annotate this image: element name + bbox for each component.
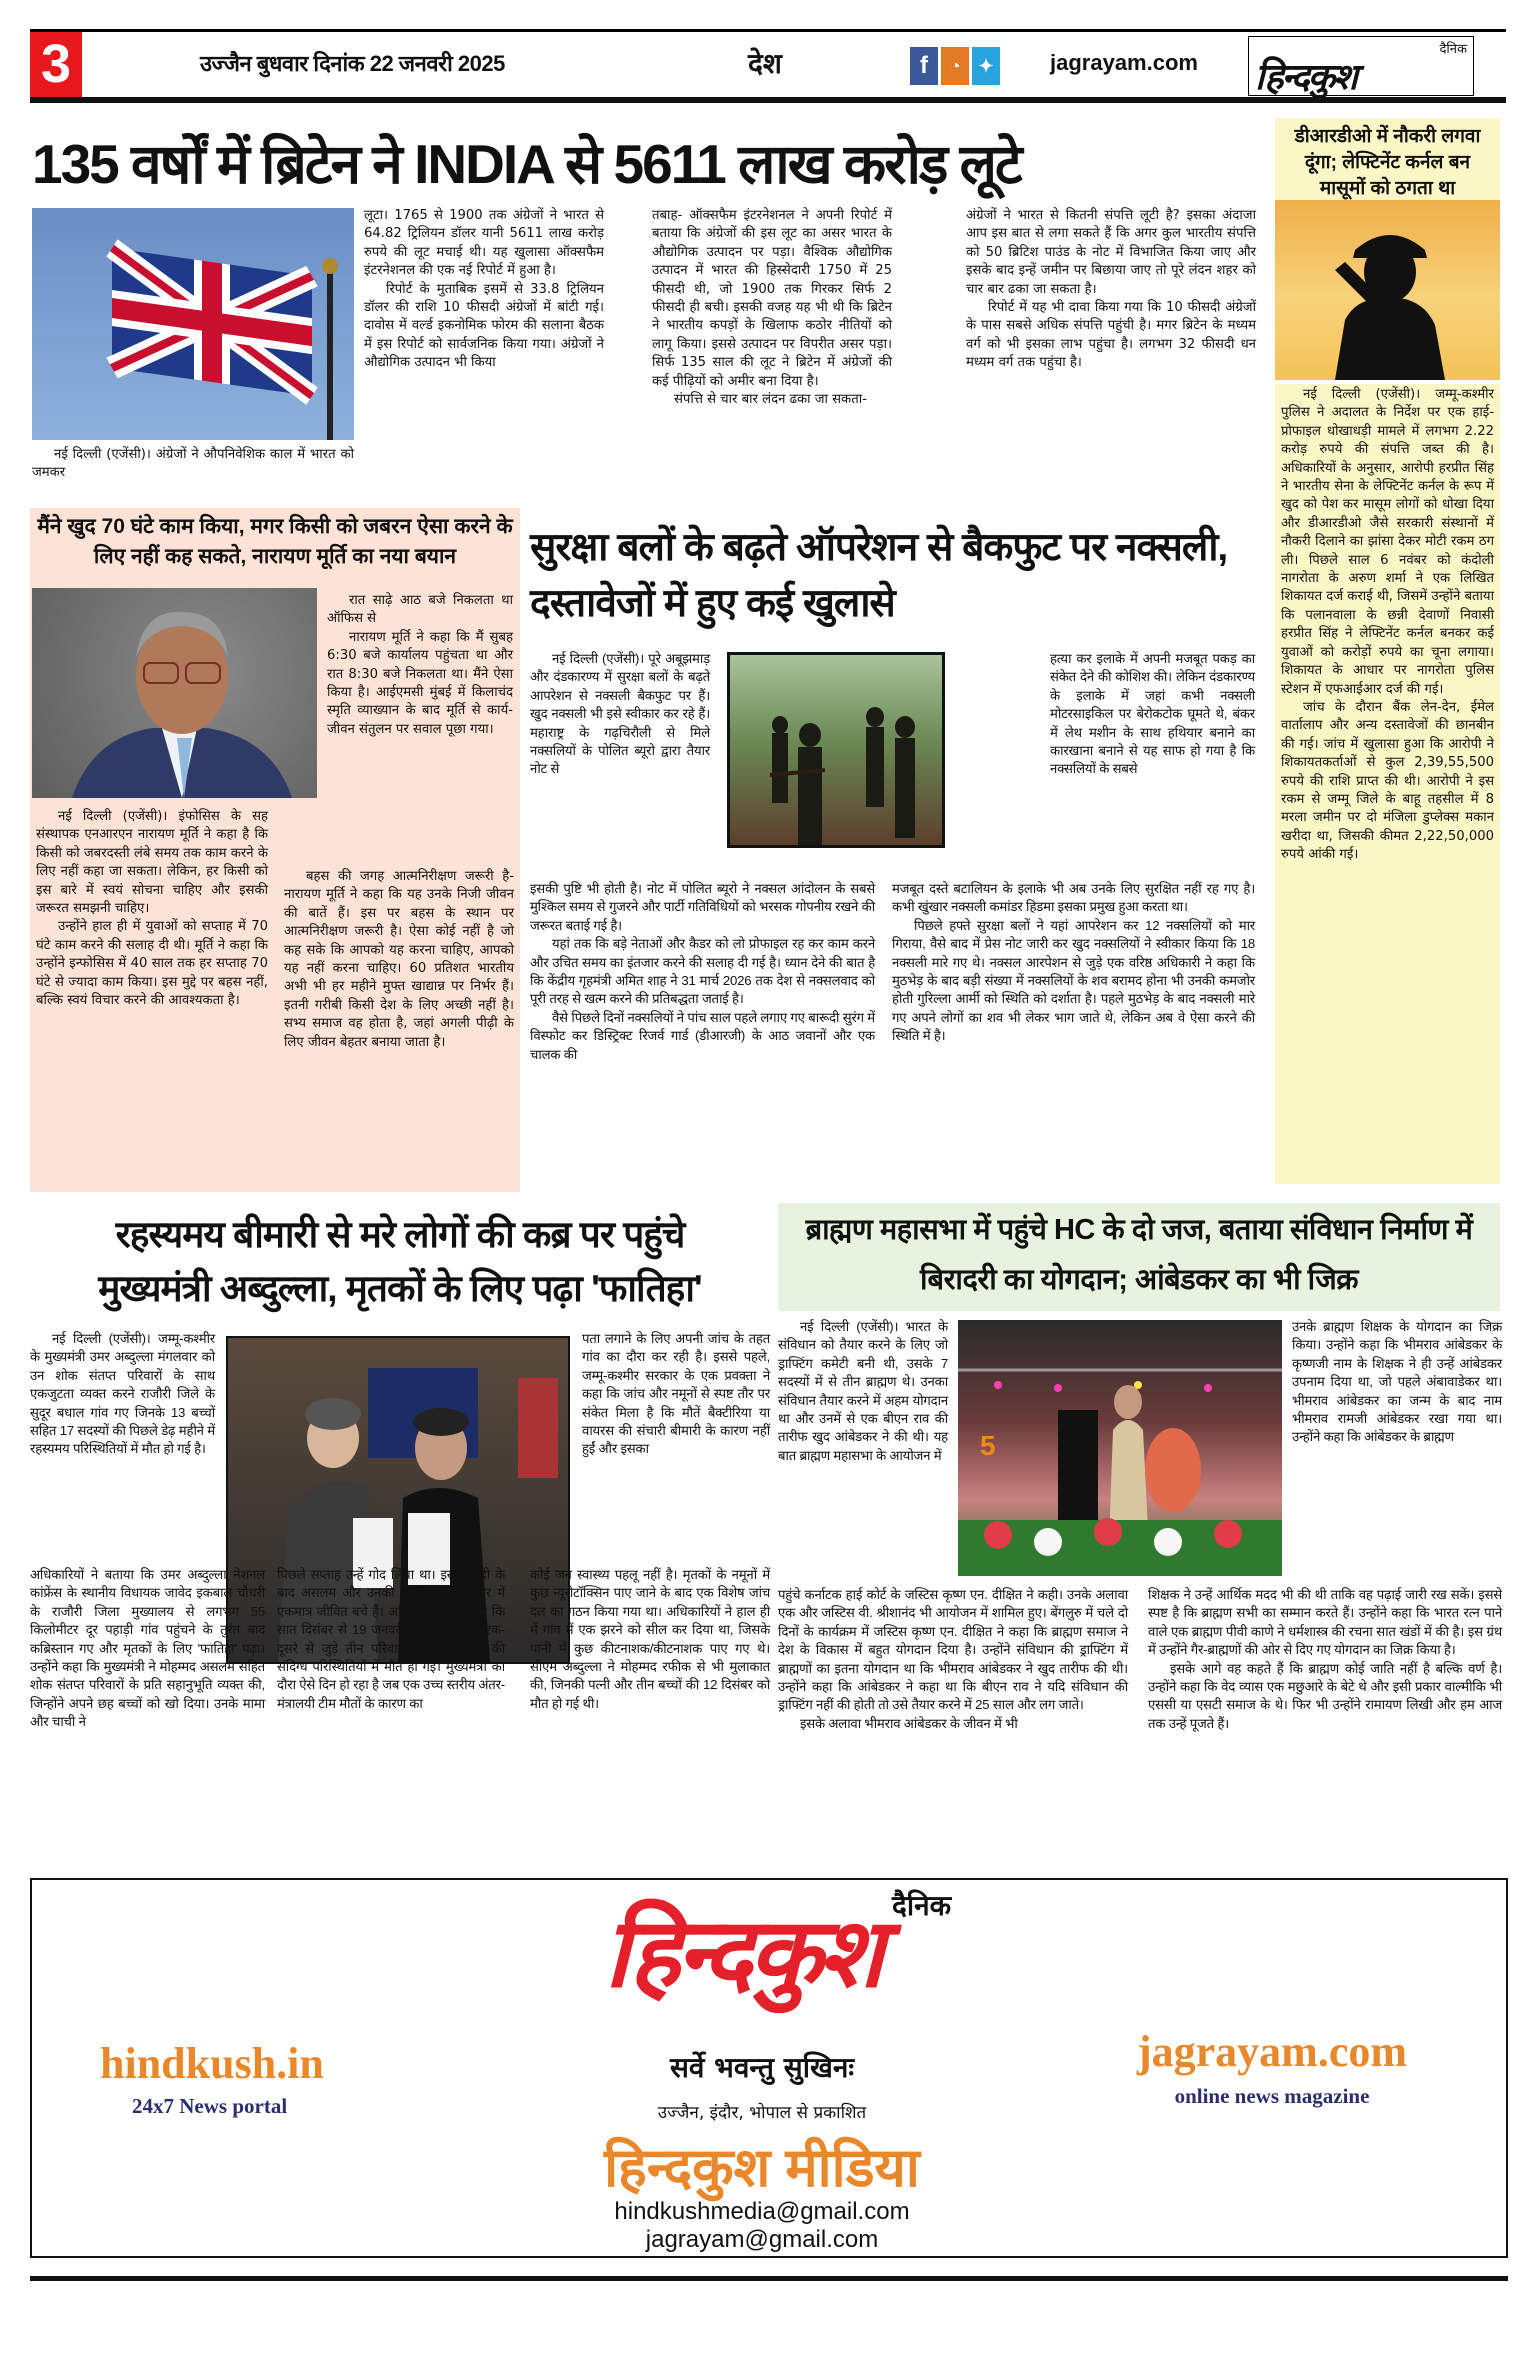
story5-col1: पहुंचे कर्नाटक हाई कोर्ट के जस्टिस कृष्ण एन. दीक्षित ने कही। उनके अलावा एक और जस्टिस वी. श्रीशानंद भी आयोजन में शामिल हुए। बेंगलुरु में चले दो दिनों के कार्यक्रम में जस्टिस कृष्ण एन. दीक्षित ने कहा कि ब्राह्मण समाज ने देश के विकास में बहुत योगदान दिया है। उन्होंने संविधान की ड्राफ्टिंग में ब्राह्मणों का इतना योगदान था कि भीमराव आंबेडकर ने खुद तारीफ की थी। उन्होंने कहा कि आंबेडकर ने कहा था कि बीएन राव ने यदि संविधान की ड्राफ्टिंग नहीं की होती तो उसे तैयार करने में 25 साल और लग जाते। इसके अलावा भीमराव आंबेडकर के जीवन में भी — [778, 1587, 1128, 1731]
masthead — [30, 29, 1506, 103]
story1-col3: तबाह- ऑक्सफैम इंटरनेशनल ने अपनी रिपोर्ट में बताया कि अंग्रेजों की इस लूट का असर भारत के औद्योगिक उत्पादन पर पड़ा। वैश्विक औद्योगिक उत्पादन में भारत की हिस्सेदारी 1750 में 25 फीसदी थी, जो 1900 तक गिरकर सिर्फ 2 फीसदी ही बची। इसकी वजह यह भी थी कि ब्रिटेन ने भारतीय कपड़ों के खिलाफ कठोर नीतियों को लागू किया। इससे उत्पादन पर विपरीत असर पड़ा। सिर्फ 135 साल की लूट ने ब्रिटेन में अंग्रेजों की कई पीढ़ियों को अमीर बना दिया है। संपत्ति से चार बार लंदन ढका जा सकता- — [652, 208, 892, 408]
sidebar-headline: डीआरडीओ में नौकरी लगवा दूंगा; लेफ्टिनेंट कर्नल बन मासूमों को ठगता था — [1294, 126, 1481, 199]
section-title: देश — [748, 48, 782, 79]
logo-dainik: दैनिक — [1439, 42, 1467, 57]
twitter-icon[interactable]: ✦ — [972, 47, 1000, 85]
ad-jagrayam-site[interactable]: jagrayam.com — [1136, 2027, 1407, 2076]
ad-jagrayam-tagline: online news magazine — [1174, 2084, 1370, 2108]
story4-headline-line2: मुख्यमंत्री अब्दुल्ला, मृतकों के लिए पढ़ा 'फातिहा' — [98, 1268, 702, 1309]
story3-right-top: हत्या कर इलाके में अपनी मजबूत पकड़ का संकेत देने की कोशिश की। लेकिन दंडकारण्य के इलाके में जहां कभी नक्सली मोटरसाइकिल पर बेरोकटोक घूमते थे, बंकर में लेथ मशीन के साथ हथियार बनाने का कारखाना बनाने से यह साफ हो गया है कि नक्सलियों के सबसे — [1050, 651, 1255, 777]
murthy-story-box — [30, 508, 520, 1192]
story4-headline-line1: रहस्यमय बीमारी से मरे लोगों की कब्र पर पहुंचे — [115, 1214, 685, 1255]
soldiers-in-forest-image — [730, 655, 942, 845]
ad-logo-dainik: दैनिक — [892, 1889, 952, 1922]
page-number: 3 — [30, 32, 82, 97]
portrait-image — [32, 588, 317, 798]
story5-right-top: उनके ब्राह्मण शिक्षक के योगदान का जिक्र किया। उन्होंने कहा कि भीमराव आंबेडकर के कृष्णजी नाम के शिक्षक ने ही उन्हें आंबेडकर उपनाम दिया था, जो पहले अंबावाडेकर था। भीमराव आंबेडकर का जन्म के बाद नाम भीमराव रामजी आंबेडकर रखा गया था। उन्होंने कहा कि आंबेडकर के ब्राह्मण — [1292, 1319, 1502, 1445]
story5-headline: ब्राह्मण महासभा में पहुंचे HC के दो जज, बताया संविधान निर्माण में बिरादरी का योगदान; आंबेडकर का भी जिक्र — [778, 1203, 1500, 1311]
officer-silhouette-photo — [1275, 200, 1500, 380]
sidebar-headline-box — [1275, 118, 1500, 200]
murthy-photo — [32, 588, 317, 798]
story4-headline — [30, 1208, 770, 1316]
soldier-silhouette-image — [1275, 200, 1500, 380]
story3-left-top: नई दिल्ली (एजेंसी)। पूरे अबूझमाड़ और दंडकारण्य में सुरक्षा बलों के बढ़ते आपरेशन से नक्सली बैकफुट पर हैं। खुद नक्सली भी इसे स्वीकार कर रहे हैं। महाराष्ट्र के गढ़चिरौली से मिले नक्सलियों के पोलित ब्यूरो द्वारा तैयार नोट से — [530, 651, 710, 777]
ad-logo-name: हिन्दकुश — [604, 1896, 880, 2009]
story2-left: नई दिल्ली (एजेंसी)। इंफोसिस के सह संस्थापक एनआरएन नारायण मूर्ति ने कहा है कि किसी को जबरदस्ती लंबे समय तक काम करने के लिए नहीं कहा जा सकता। लेकिन, हर किसी को इस बारे में स्वयं सोचना चाहिए और इसकी जरूरत समझनी चाहिए। उन्होंने हाल ही में युवाओं को सप्ताह में 70 घंटे काम करने की सलाह दी थी। मूर्ति ने कहा कि उन्होंने इन्फोसिस में 40 साल तक हर सप्ताह 70 घंटे से ज्यादा काम किया। इस मुद्दे पर बहस नहीं, बल्कि स्वयं विचार करने की आवश्यकता है। — [36, 809, 268, 1009]
ad-motto: सर्वे भवन्तु सुखिनः — [669, 2051, 855, 2084]
ad-email-jagrayam[interactable]: jagrayam@gmail.com — [645, 2226, 879, 2253]
story3-col2: मजबूत दस्ते बटालियन के इलाके भी अब उनके लिए सुरक्षित नहीं रह गए है। कभी खुंखार नक्सली कमांडर हिडमा इसका प्रमुख हुआ करता था। पिछले हफ्ते सुरक्षा बलों ने यहां आपरेशन कर 12 नक्सलियों को मार गिराया, वैसे बाद में प्रेस नोट जारी कर खुद नक्सलियों ने स्वीकार किया कि 18 नक्सली मारे गए थे। नक्सल आरपेशन से जुड़े एक वरिष्ठ अधिकारी ने कहा कि मुठभेड़ के बाद बड़ी संख्या में नक्सलियों के शव बरामद होना भी उनकी कमजोर होती गुरिल्ला आर्मी को स्थिति को दर्शाता है। पहले मुठभेड़ के बाद नक्सली मारे गए अपने लोगों का शव भी लेकर भाग जाते थे, लेकिन अब वे ऐसा करने की स्थिति में है। — [892, 881, 1255, 1044]
uk-flag-photo — [32, 208, 354, 440]
story2-right-top: रात साढ़े आठ बजे निकलता था ऑफिस से नारायण मूर्ति ने कहा कि मैं सुबह 6:30 बजे कार्यालय पहुंचता था और रात 8:30 बजे निकलता था। मैंने ऐसा किया है। आईएमसी मुंबई में किलाचंद स्मृति व्याख्यान के बाद मूर्ति से कार्य-जीवन संतुलन पर सवाल पूछा गया। — [327, 593, 513, 737]
story4-col1: अधिकारियों ने बताया कि उमर अब्दुल्ला नेशनल कांफ्रेंस के स्थानीय विधायक जावेद इकबाल चौधरी के राजौरी जिला मुख्यालय से लगभग 55 किलोमीटर दूर पहाड़ी गांव पहुंचने के तुरंत बाद कब्रिस्तान गए और मृतकों के लिए 'फातिहा' पढ़ा। उन्होंने कहा कि मुख्यमंत्री ने मोहम्मद असलम सहित शोक संतप्त परिवारों के प्रति सहानुभूति व्यक्त की, जिन्होंने अपने छह बच्चों को खो दिया। उनके मामा और चाची ने — [30, 1567, 265, 1730]
story4-col2: पिछले सप्ताह उन्हें गोद लिया था। इस त्रासदी के बाद असलम और उनकी पत्नी अपने परिवार में एकमात्र जीवित बचे हैं। अधिकारियों ने बताया कि सात दिसंबर से 19 जनवरी के बीच गांव में एक-दूसरे से जुड़े तीन परिवारों के सत्रह लोगों की संदिग्ध परिस्थितियों में मौत हो गई। मुख्यमंत्री का दौरा ऐसे दिन हो रहा है जब एक उच्च स्तरीय अंतर-मंत्रालयी टीम मौतों के कारण का — [277, 1567, 505, 1711]
story3-col1: इसकी पुष्टि भी होती है। नोट में पोलित ब्यूरो ने नक्सल आंदोलन के सबसे मुश्किल समय से गुजरने और पार्टी गतिविधियों को भरसक गोपनीय रखने की जरूरत बताई गई है। यहां तक कि बड़े नेताओं और कैडर को लो प्रोफाइल रह कर काम करने और उचित समय का इंतजार करने की सलाह दी गई है। ध्यान देने की बात है कि केंद्रीय गृहमंत्री अमित शाह ने 31 मार्च 2026 तक देश से नक्सलवाद को पूरी तरह से खत्म करने की प्रतिबद्धता जताई है। वैसे पिछले दिनों नक्सलियों ने पांच साल पहले लगाए गए बारूदी सुरंग में विस्फोट कर डिस्ट्रिक्ट रिजर्व गार्ड (डीआरजी) के आठ जवानों और एक चालक की — [530, 881, 875, 1062]
advertisement-box — [30, 1878, 1508, 2258]
security-forces-photo — [727, 652, 945, 848]
mahasabha-event-photo — [958, 1320, 1282, 1576]
ad-published-from: उज्जैन, इंदौर, भोपाल से प्रकाशित — [657, 2103, 867, 2123]
website-link[interactable]: jagrayam.com — [1050, 50, 1198, 75]
rss-icon[interactable]: ◔ — [941, 47, 969, 85]
ad-hindkush-tagline: 24x7 News portal — [132, 2094, 288, 2118]
logo-name: हिन्दकुश — [1255, 56, 1356, 98]
story4-right-top: पता लगाने के लिए अपनी जांच के तहत गांव का दौरा कर रही है। इससे पहले, जम्मू-कश्मीर सरकार के एक प्रवक्ता ने कहा कि जांच और नमूनों से स्पष्ट तौर पर संकेत मिला है कि मौतें बैक्टीरिया या वायरस की संचारी बीमारी के कारण नहीं हुईं और इसका — [582, 1331, 770, 1457]
story2-right-bottom: बहस की जगह आत्मनिरीक्षण जरूरी है- नारायण मूर्ति ने कहा कि यह उनके निजी जीवन की बातें हैं। इस पर बहस के स्थान पर आत्मनिरीक्षण जरूरी है। ऐसा कोई नहीं है जो कह सके कि आपको यह करना चाहिए, आपको यह नहीं करना चाहिए। 60 प्रतिशत भारतीय अभी भी हर महीने मुफ्त खाद्यान्न पर निर्भर हैं। इतनी गरीबी किसी देश के लिए अच्छी नहीं है। सभ्य समाज वह होता है, जहां अगली पीढ़ी के लिए जीवन बेहतर बनाया जाता है। — [284, 869, 514, 1050]
story2-headline: मैंने खुद 70 घंटे काम किया, मगर किसी को जबरन ऐसा करने के लिए नहीं कह सकते, नारायण मूर्ति का नया बयान — [37, 515, 513, 568]
story4-left-top: नई दिल्ली (एजेंसी)। जम्मू-कश्मीर के मुख्यमंत्री उमर अब्दुल्ला मंगलवार को उन शोक संतप्त परिवारों के साथ एकजुटता व्यक्त करने राजौरी जिले के सुदूर बधाल गांव गए जिनके 13 बच्चों सहित 17 सदस्यों की पिछले डेढ़ महीने में रहस्यमय परिस्थितियों में मौत हो गई है। — [30, 1331, 215, 1457]
story5-left-top: नई दिल्ली (एजेंसी)। भारत के संविधान को तैयार करने के लिए जो ड्राफ्टिंग कमेटी बनी थी, उसके 7 सदस्यों में से तीन ब्राह्मण थे। उनका संविधान तैयार करने में अहम योगदान था और उनमें से एक बीएन राव की तारीफ खुद आंबेडकर ने की थी। यह बात ब्राह्मण महासभा के आयोजन में — [778, 1319, 948, 1463]
story4-col3: कोई जन स्वास्थ्य पहलू नहीं है। मृतकों के नमूनों में कुछ न्यूरोटॉक्सिन पाए जाने के बाद एक विशेष जांच दल का गठन किया गया था। अधिकारियों ने हाल ही में गांव में एक झरने को सील कर दिया था, जिसके पानी में कुछ कीटनाशक/कीटनाशक पाए गए थे। सीएम अब्दुल्ला ने मोहम्मद रफीक से भी मुलाकात की, जिनकी पत्नी और तीन बच्चों की 12 दिसंबर को मौत हो गई थी। — [530, 1567, 770, 1711]
stage-speaker-image — [958, 1320, 1282, 1576]
footer-rule — [30, 2276, 1508, 2281]
svg-text:5: 5 — [980, 1430, 996, 1461]
facebook-icon[interactable]: f — [910, 47, 938, 85]
story1-col2: लूटा। 1765 से 1900 तक अंग्रेजों ने भारत से 64.82 ट्रिलियन डॉलर यानी 5611 लाख करोड़ रुपये की लूट मचाई थी। यह खुलासा ऑक्सफैम इंटरनेशनल की एक नई रिपोर्ट में हुआ है। रिपोर्ट के मुताबिक इसमें से 33.8 ट्रिलियन डॉलर की राशि 10 फीसदी अंग्रेजों में बांटी गई। दावोस में वर्ल्ड इकनोमिक फोरम की सलाना बैठक में इस रिपोर्ट को सार्वजनिक किया गया। अंग्रेजों ने औद्योगिक उत्पादन भी किया — [364, 208, 604, 371]
story1-col1: नई दिल्ली (एजेंसी)। अंग्रेजों ने औपनिवेशिक काल में भारत को जमकर — [32, 447, 354, 481]
ad-media-name: हिन्दकुश मीडिया — [604, 2138, 920, 2198]
story1-headline: 135 वर्षों में ब्रिटेन ने INDIA से 5611 लाख करोड़ लूटे — [32, 133, 1021, 195]
ad-email-hindkush[interactable]: hindkushmedia@gmail.com — [614, 2198, 910, 2225]
ad-hindkush-site[interactable]: hindkush.in — [100, 2039, 324, 2088]
story1-col4: अंग्रेजों ने भारत से कितनी संपत्ति लूटी है? इसका अंदाजा आप इस बात से लगा सकते हैं कि अगर कुल भारतीय संपत्ति को 50 ब्रिटिश पाउंड के नोट में विभाजित किया जाए और इसके बाद इन्हें जमीन पर बिछाया जाए तो पूरे लंदन शहर को चार बार ढका जा सकता है। रिपोर्ट में यह भी दावा किया गया कि 10 फीसदी अंग्रेजों के पास सबसे अधिक संपत्ति पहुंची है। मगर ब्रिटेन के मध्यम वर्ग को भी इसका लाभ पहुंचा है। लगभग 32 फीसदी धन मध्यम वर्ग तक पहुंचा है। — [966, 208, 1256, 371]
uk-flag-image — [32, 208, 354, 440]
story5-col2: शिक्षक ने उन्हें आर्थिक मदद भी की थी ताकि वह पढ़ाई जारी रख सकें। इससे स्पष्ट है कि ब्राह्मण सभी का सम्मान करते हैं। उन्होंने कहा कि भारत रत्न पाने वाले एक ब्राह्मण पीवी काणे ने धर्मशास्त्र की रचना सात खंडों में की है। इस ग्रंथ में उन्होंने गैर-ब्राह्मणों की ओर से दिए गए योगदान का जिक्र किया है। इसके आगे वह कहते हैं कि ब्राह्मण कोई जाति नहीं है बल्कि वर्ण है। उन्होंने कहा कि वेद व्यास एक मछुआरे के बेटे थे और इसी प्रकार वाल्मीकि भी एससी या एसटी समाज के थे। फिर भी उन्होंने रामायण लिखी और हम आज तक उन्हें पूजते हैं। — [1148, 1587, 1502, 1731]
newspaper-logo — [1248, 36, 1474, 96]
sidebar-body: नई दिल्ली (एजेंसी)। जम्मू-कश्मीर पुलिस ने अदालत के निर्देश पर एक हाई-प्रोफाइल धोखाधड़ी मामले में लगभग 2.22 करोड़ रुपये की संपत्ति जब्त की है। अधिकारियों के अनुसार, आरोपी हरप्रीत सिंह ने भारतीय सेना के लेफ्टिनेंट कर्नल के रूप में खुद को पेश कर मासूम लोगों को धोखा दिया और डीआरडीओ जैसे सरकारी संस्थानों में नौकरी दिलाने का झांसा देकर मोटी रकम ठग ली। पिछले साल 6 नवंबर को कंदोली नागरोता के अरुण शर्मा ने एक लिखित शिकायत दर्ज कराई थी, जिसमें उन्होंने बताया कि पलानवाला के छन्नी देवाणों निवासी हरप्रीत सिंह ने लेफ्टिनेंट कर्नल बनकर कई युवाओं को करोड़ों रुपये का चूना लगाया। शिकायत के आधार पर नागरोता पुलिस स्टेशन में एफआईआर दर्ज की गई। जांच के दौरान बैंक लेन-देन, ईमेल वार्तालाप और अन्य दस्तावेजों की छानबीन की गई। जांच में खुलासा हुआ कि आरोपी ने शिकायतकर्ताओं से कुल 2,39,55,500 रुपये की राशि प्राप्त की थी। आरोपी ने इस रकम से जम्मू जिले के बाहू तहसील में 8 मरला जमीन पर दो मंजिला डुप्लेक्स मकान खरीदा था, जिसकी कीमत 2,22,50,000 रुपये आंकी गई। — [1275, 384, 1500, 1184]
story3-headline: सुरक्षा बलों के बढ़ते ऑपरेशन से बैकफुट पर नक्सली, दस्तावेजों में हुए कई खुलासे — [530, 526, 1228, 625]
date-line: उज्जैन बुधवार दिनांक 22 जनवरी 2025 — [200, 51, 505, 76]
